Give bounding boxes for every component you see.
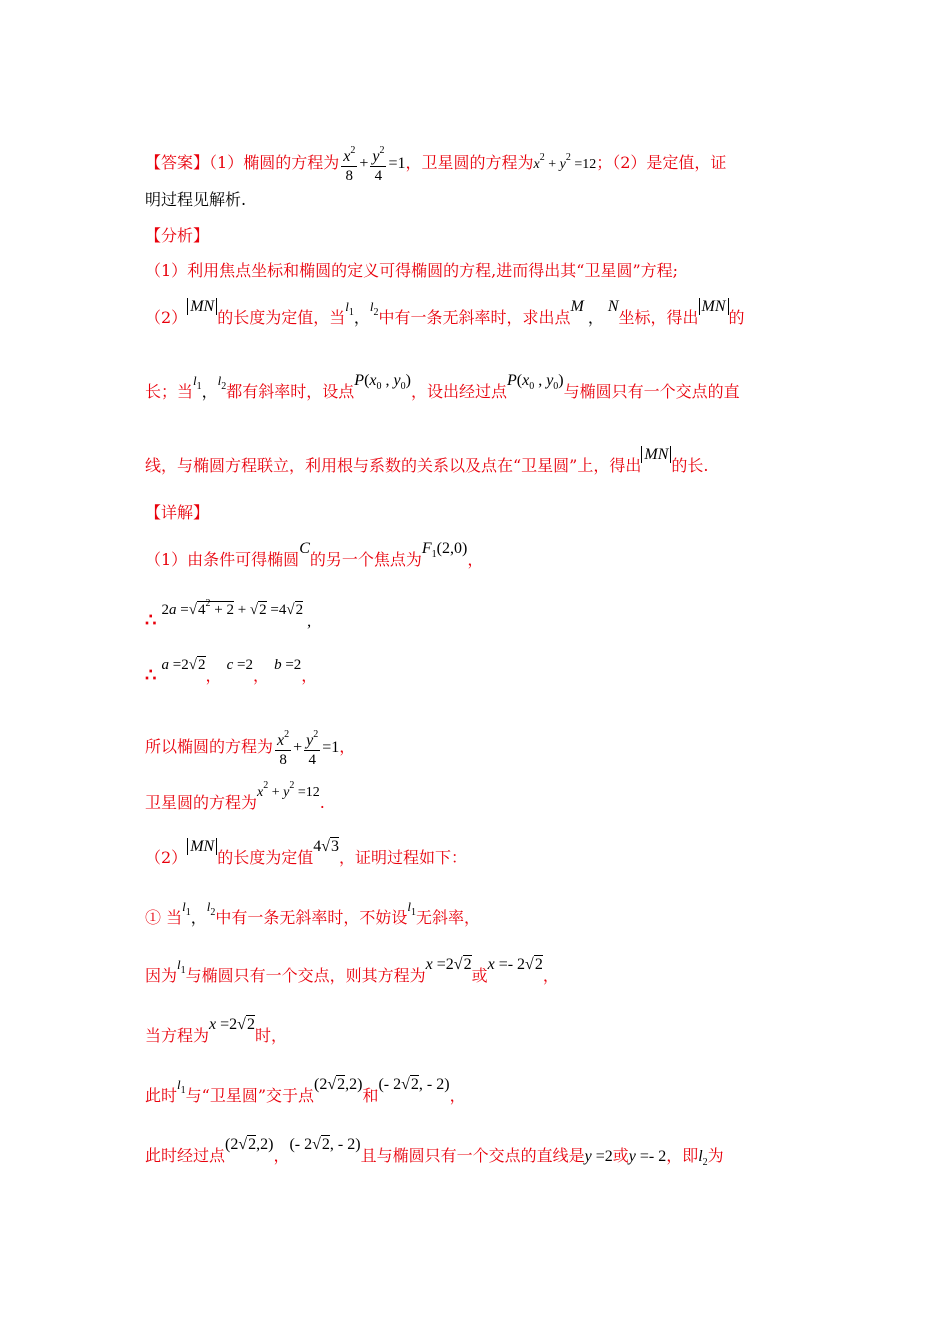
detail-line-6: （2）MN的长度为定值4√3，证明过程如下： [145, 838, 467, 867]
analysis-line-2: （2）MN的长度为定值，当$^{l_1}$，$^{l_2}$中有一条无斜率时，求出点M ， N坐标，得出MN的 [145, 298, 745, 327]
detail-line-9: 当方程为x =2√2时， [145, 1016, 287, 1045]
detail-line-3: ∴ a =2√2， c =2， b =2， [145, 657, 318, 686]
detail-line-7: ① 当$^{l_1}$，$^{l_2}$中有一条无斜率时，不妨设$^{l_1}$无斜率， [145, 899, 481, 927]
answer-line-1: 【答案】（1）椭圆的方程为 $\frac{x^2}{8}$ + $\frac{y^2}{4}$ =1，卫星圆的方程为$x^2 + y^2 =12$；（2）是定值，证 [145, 142, 726, 185]
analysis-line-4: 线，与椭圆方程联立，利用根与系数的关系以及点在“卫星圆”上，得出MN的长. [145, 446, 709, 475]
answer-text-3: ；（2）是定值，证 [596, 153, 727, 172]
circle-equation: $x^2 + y^2 =12$ [533, 152, 597, 172]
analysis-line-3: 长；当$^{l_1}$，$^{l_2}$都有斜率时，设点$P(x_0$ , $y_0$)，设出经过点$P(x_0$ , $y_0$)与椭圆只有一个交点的直 [145, 372, 740, 401]
detail-line-8: 因为$^{l_1}$与椭圆只有一个交点，则其方程为x =2√2或x =- 2√2， [145, 956, 559, 985]
detail-line-11: 此时经过点(2√2,2)，(- 2√2, - 2)且与椭圆只有一个交点的直线是y =2或y =- 2，即$l_2$为 [145, 1136, 724, 1168]
answer-tag: 【答案】 [145, 153, 210, 172]
ellipse-fraction-x: $\frac{x^2}{8}$ [341, 142, 357, 185]
detail-line-1: （1）由条件可得椭圆C的另一个焦点为$F_1(2,0)$， [145, 540, 484, 569]
analysis-line-1: （1）利用焦点坐标和椭圆的定义可得椭圆的方程,进而得出其“卫星圆”方程; [145, 261, 679, 280]
analysis-tag: 【分析】 [145, 226, 210, 245]
detail-tag: 【详解】 [145, 503, 210, 522]
detail-line-2: ∴ $2a =√4^2 + 2 + √2 =4√2$ , [145, 598, 312, 631]
detail-line-4: 所以椭圆的方程为 $\frac{x^2}{8}$ + $\frac{y^2}{4}$ =1， [145, 726, 355, 769]
ellipse-rhs: =1 [388, 155, 406, 172]
ellipse-fraction-y: $\frac{y^2}{4}$ [370, 142, 386, 185]
detail-line-10: 此时$^{l_1}$与“卫星圆”交于点(2√2,2)和(- 2√2, - 2)， [145, 1076, 466, 1105]
answer-line-2: 明过程见解析. [145, 190, 247, 209]
detail-line-5: 卫星圆的方程为$x^2 + y^2 =12$. [145, 780, 325, 812]
answer-text-1: （1）椭圆的方程为 [209, 153, 340, 172]
answer-text-2: ，卫星圆的方程为 [405, 153, 534, 172]
